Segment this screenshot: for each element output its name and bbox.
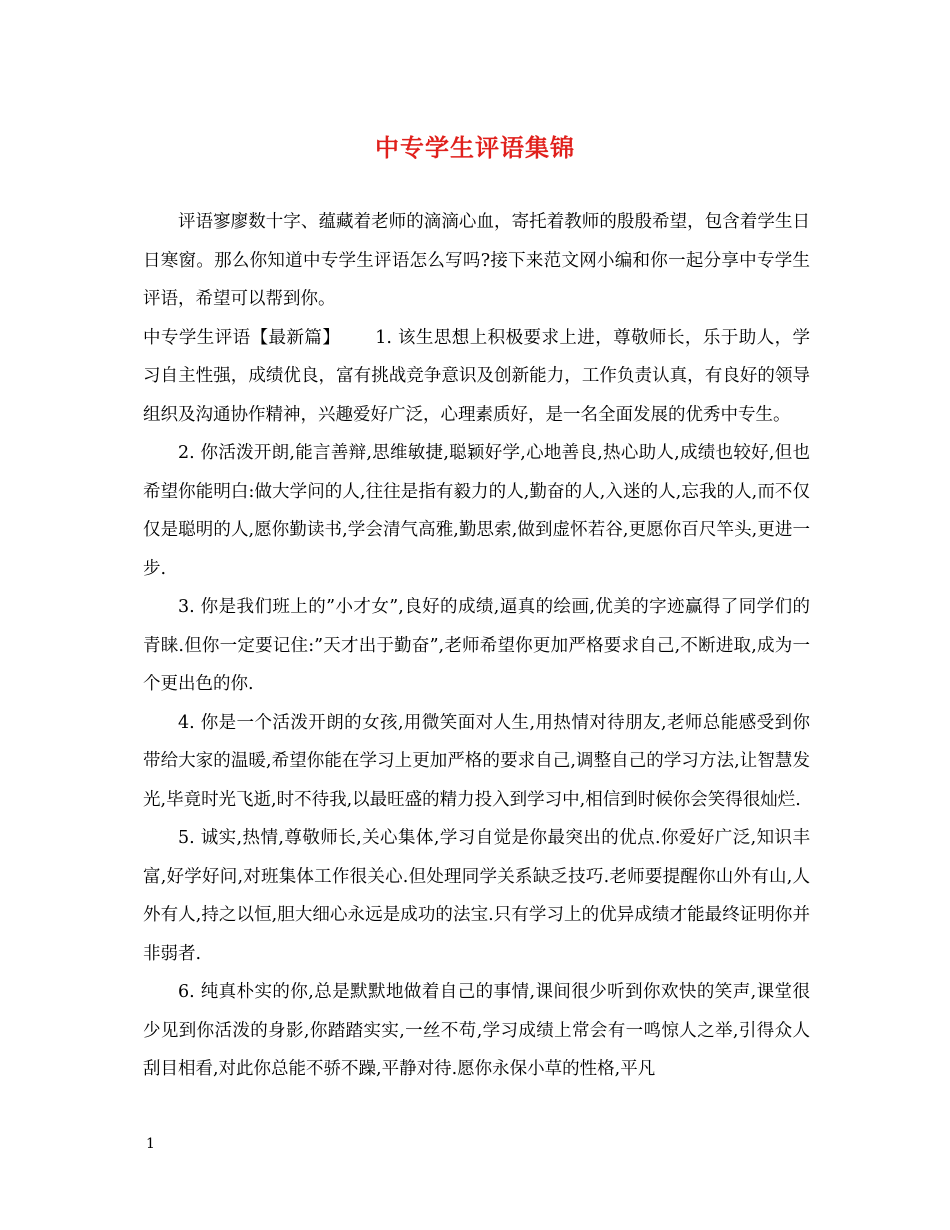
item-1: 1. 该生思想上积极要求上进，尊敬师长，乐于助人，学习自主性强，成绩优良，富有挑战竞争意识及创新能力，工作负责认真，有良好的领导组织及沟通协作精神，兴趣爱好广泛，心理素质好，是一名全面发展的优秀中专生。 — [143, 327, 811, 425]
item-5: 5. 诚实,热情,尊敬师长,关心集体,学习自觉是你最突出的优点.你爱好广泛,知识丰富,好学好问,对班集体工作很关心.但处理同学关系缺乏技巧.老师要提醒你山外有山,人外有人,持之以恒,胆大细心永远是成功的法宝.只有学习上的优异成绩才能最终证明你并非弱者. — [143, 828, 810, 964]
document-body — [143, 203, 810, 1089]
item-2: 2. 你活泼开朗,能言善辩,思维敏捷,聪颖好学,心地善良,热心助人,成绩也较好,但也希望你能明白:做大学问的人,往往是指有毅力的人,勤奋的人,入迷的人,忘我的人,而不仅仅是聪明的人,愿你勤读书,学会清气高雅,勤思索,做到虚怀若谷,更愿你百尺竿头,更进一步. — [143, 443, 810, 579]
page-number: 1 — [146, 1136, 155, 1152]
document-title: 中专学生评语集锦 — [375, 133, 575, 162]
intro-paragraph: 评语寥廖数十字、蕴藏着老师的滴滴心血，寄托着教师的殷殷希望，包含着学生日日寒窗。那么你知道中专学生评语怎么写吗?接下来范文网小编和你一起分享中专学生评语，希望可以帮到你。 — [143, 212, 810, 309]
item-6: 6. 纯真朴实的你,总是默默地做着自己的事情,课间很少听到你欢快的笑声,课堂很少见到你活泼的身影,你踏踏实实,一丝不苟,学习成绩上常会有一鸣惊人之举,引得众人刮目相看,对此你总能不骄不躁,平静对待.愿你永保小草的性格,平凡 — [143, 982, 810, 1079]
item-4: 4. 你是一个活泼开朗的女孩,用微笑面对人生,用热情对待朋友,老师总能感受到你带给大家的温暖,希望你能在学习上更加严格的要求自己,调整自己的学习方法,让智慧发光,毕竟时光飞逝,时不待我,以最旺盛的精力投入到学习中,相信到时候你会笑得很灿烂. — [143, 712, 810, 810]
section-paragraph — [143, 319, 810, 435]
item-3: 3. 你是我们班上的”小才女”,良好的成绩,逼真的绘画,优美的字迹赢得了同学们的青睐.但你一定要记住:”天才出于勤奋”,老师希望你更加严格要求自己,不断进取,成为一个更出色的你. — [143, 597, 810, 694]
section-label: 中专学生评语【最新篇】 — [143, 327, 341, 348]
